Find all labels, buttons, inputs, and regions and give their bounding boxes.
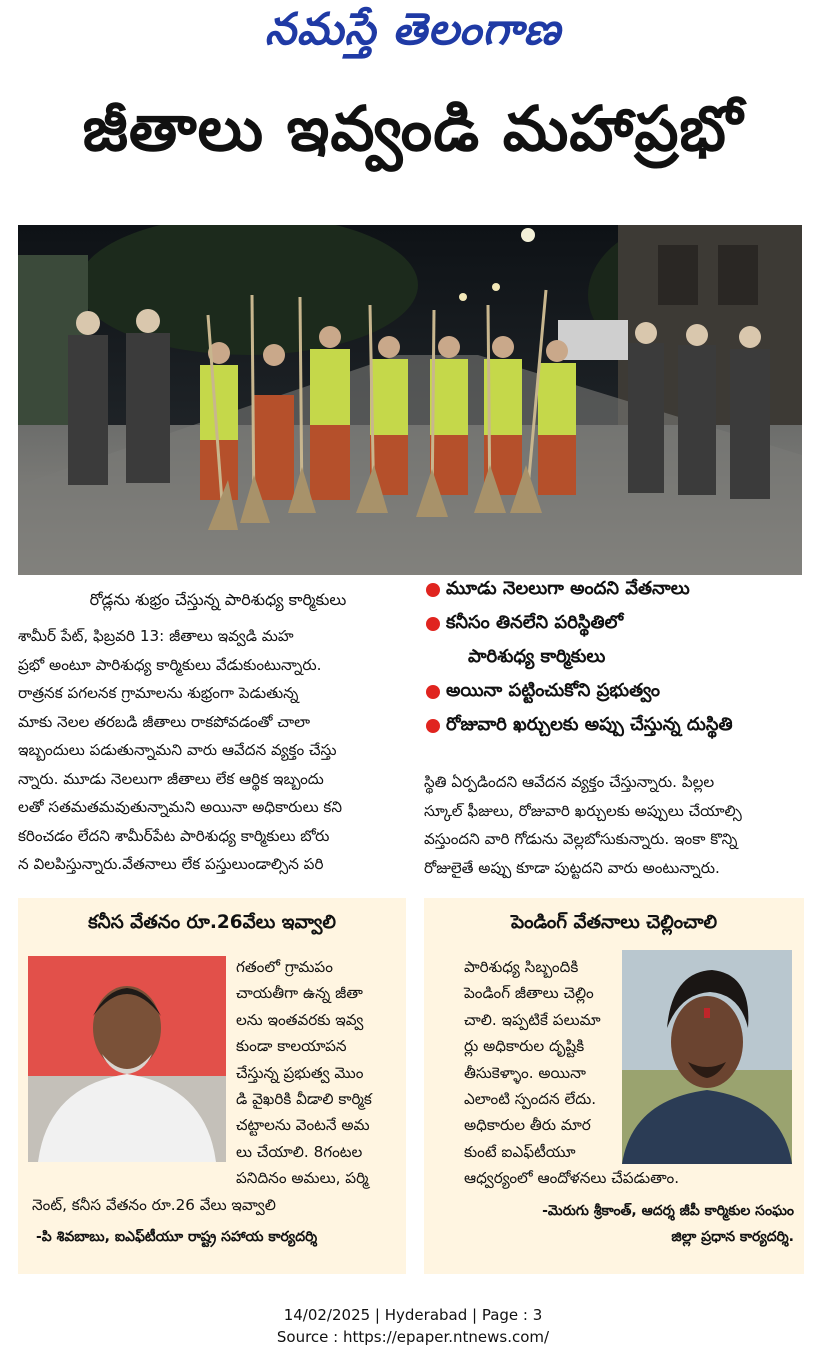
bullet-dot-icon [426,685,440,699]
headline [0,92,826,202]
box-line: చాయతీగా ఉన్న జీతా [236,984,363,1003]
box-line: లు చేయాలి. 8గంటల [236,1142,363,1161]
sidebar-box-right [424,898,804,1274]
article-line: న విలపిస్తున్నారు.వేతనాలు లేక పస్తులుండాల్సిన పరి [18,855,324,873]
bullet-dot-icon [426,617,440,631]
bullet-dot-icon [426,719,440,733]
highlight-item [424,572,804,606]
portrait-image [622,950,792,1164]
box-body [236,954,396,1168]
headline-text: జీతాలు ఇవ్వండి మహాప్రభో [82,92,744,165]
box-attribution: -పి శివబాబు, ఐఎఫ్‌టీయూ రాష్ట్ర సహాయ కార్యదర్శి [36,1229,318,1245]
portrait-image [28,956,226,1162]
highlights-list [424,572,804,748]
article-line: లతో సతమతమవుతున్నామని అయినా అధికారులు కని [18,798,343,816]
lead-photo-image [18,225,802,575]
masthead [0,4,826,66]
box-line: చేస్తున్న ప్రభుత్వ మొం [236,1063,364,1082]
article-column-left [18,622,418,882]
box-line: కుండా కాలయాపన [236,1037,347,1056]
article-line: న్నారు. మూడు నెలలుగా జీతాలు లేక ఆర్థిక ఇబ్బందు [18,769,324,788]
highlight-item [424,606,804,640]
article-line: శామీర్ పేట్, ఫిబ్రవరి 13: జీతాలు ఇవ్వడి మహ [18,627,294,645]
article-line: ఇబ్బందులు పడుతున్నామని వారు ఆవేదన వ్యక్తం చేస్తు [18,741,337,759]
highlight-text: అయినా పట్టించుకోని ప్రభుత్వం [446,680,661,701]
box-line: నెంట్, కనీస వేతనం రూ.26 వేలు ఇవ్వాలి [32,1196,276,1214]
box-line: పనిదినం అమలు, పర్మి [236,1169,369,1187]
box-line: అధికారుల తీరు మార [464,1116,591,1135]
box-title: కనీస వేతనం రూ.26వేలు ఇవ్వాలి [88,912,336,933]
highlight-text: మూడు నెలలుగా అందని వేతనాలు [446,578,690,599]
article-line: మాకు నెలల తరబడి జీతాలు రాకపోవడంతో చాలా [18,712,310,731]
box-line: కుంటే ఐఎఫ్‌టీయూ [464,1142,576,1161]
box-line: చట్టాలను వెంటనే అమ [236,1116,370,1135]
box-attribution: జిల్లా ప్రధాన కార్యదర్శి. [671,1229,794,1245]
article-line: రాత్రనక పగలనక గ్రామాలను శుభ్రంగా పెడుతున్న [18,684,299,702]
article-line: ప్రభో అంటూ పారిశుధ్య కార్మికులు వేడుకుంటున్నారు. [18,655,322,674]
highlight-item [424,708,804,742]
highlight-text: రోజువారి ఖర్చులకు అప్పు చేస్తున్న దుస్థితి [446,714,733,735]
box-line: లను ఇంతవరకు ఇవ్వ [236,1010,364,1029]
box-line: పారిశుధ్య సిబ్బందికి [464,958,579,976]
photo-caption: రోడ్లను శుభ్రం చేస్తున్న పారిశుధ్య కార్మికులు [89,590,347,609]
box-line: ర్లు అధికారుల దృష్టికి [464,1037,585,1056]
highlight-item-continuation [424,640,804,674]
box-title: పెండింగ్ వేతనాలు చెల్లించాలి [510,912,718,933]
box-line: తీసుకెళ్ళాం. అయినా [464,1063,586,1082]
sidebar-box-left [18,898,406,1274]
box-attribution: -మెరుగు శ్రీకాంత్, ఆదర్శ జీపీ కార్మికుల సంఘం [542,1203,794,1219]
article-line: కరించడం లేదని శామీర్‌పేట పారిశుధ్య కార్మికులు బోరు [18,826,330,845]
box-line: ఎలాంటి స్పందన లేదు. [464,1090,597,1109]
lead-photo [18,225,802,575]
portrait-photo [622,950,792,1164]
article-line: రోజులైతే అప్పు కూడా పుట్టదని వారు అంటున్నారు. [424,858,720,877]
box-line: డి వైఖరికి వీడాలి కార్మిక [236,1090,372,1109]
box-line: ఆధ్వర్యంలో ఆందోళనలు చేపడుతాం. [464,1169,680,1187]
highlight-text: పారిశుధ్య కార్మికులు [468,646,606,667]
footer-source: Source : https://epaper.ntnews.com/ [276,1328,550,1346]
article-line: వస్తుందని వారి గోడును వెల్లబోసుకున్నారు. ఇంకా కొన్ని [424,830,738,848]
box-body [464,954,616,1194]
article-column-right [424,768,804,886]
article-line: స్థితి ఏర్పడిందని ఆవేదన వ్యక్తం చేస్తున్నారు. పిల్లల [424,773,715,791]
box-line: గతంలో గ్రామపం [236,958,333,976]
article-line: స్కూల్ ఫీజులు, రోజువారి ఖర్చులకు అప్పులు చేయాల్సి [424,801,742,820]
bullet-dot-icon [426,583,440,597]
box-line: పెండింగ్ జీతాలు చెల్లిం [464,984,594,1003]
footer-dateline: 14/02/2025 | Hyderabad | Page : 3 [283,1306,543,1324]
portrait-photo [28,956,226,1162]
masthead-title: నమస్తే తెలంగాణ [264,4,562,55]
highlight-item [424,674,804,708]
highlight-text: కనీసం తినలేని పరిస్థితిలో [446,612,624,633]
box-line: చాలి. ఇప్పటికే పలుమా [464,1010,601,1029]
